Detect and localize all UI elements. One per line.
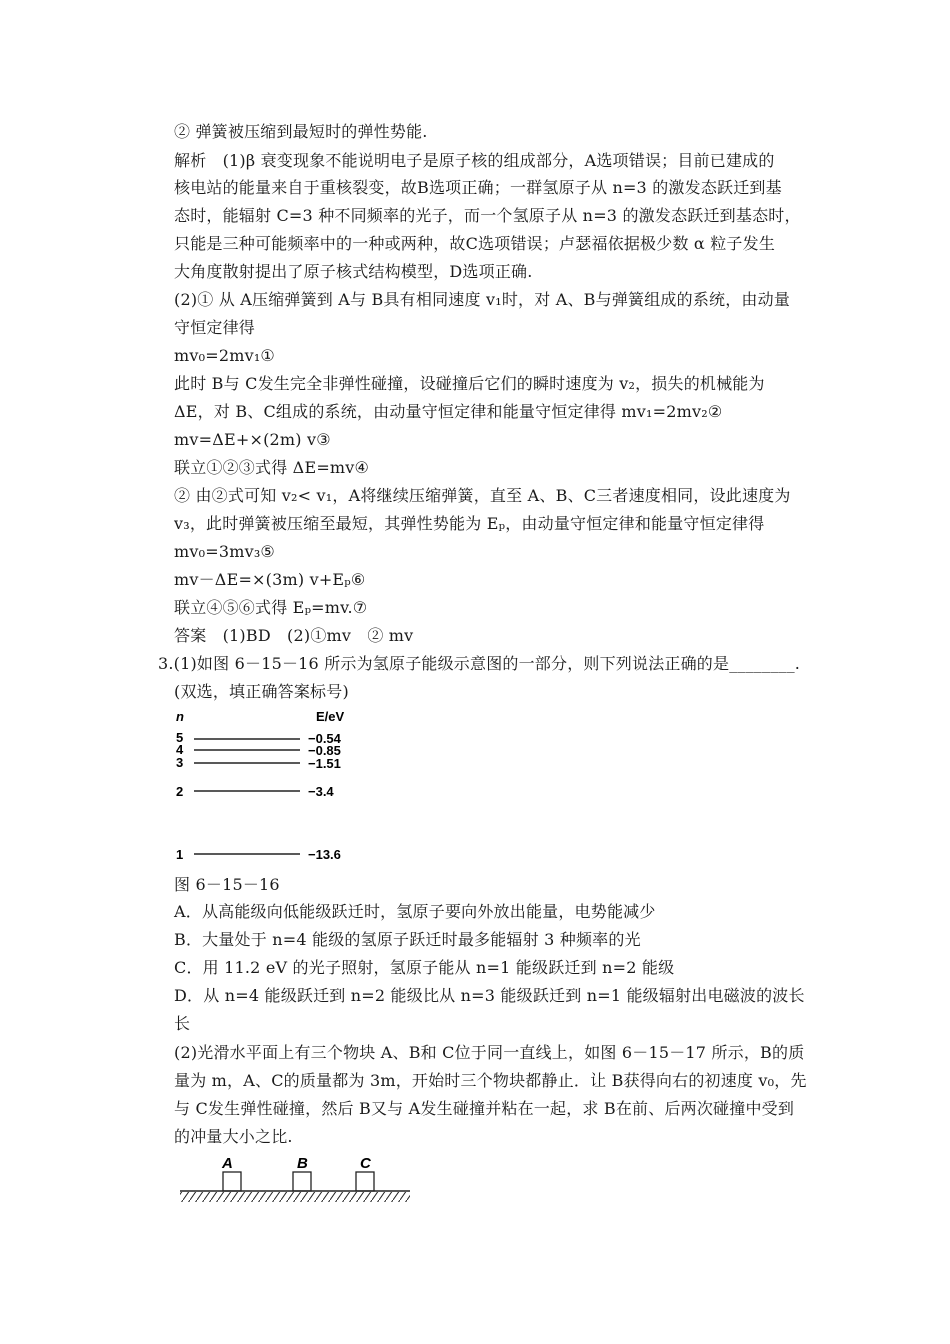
text-line: ΔE，对 B、C组成的系统，由动量守恒定律和能量守恒定律得 mv₁=2mv₂② xyxy=(174,402,723,421)
level-3-label: 3 xyxy=(176,755,184,770)
block-a xyxy=(223,1172,241,1191)
equation-line: mv－ΔE=×(3m) v+Eₚ⑥ xyxy=(174,570,366,589)
block-c-label: C xyxy=(360,1155,371,1172)
level-4-energy: −0.85 xyxy=(308,743,341,758)
ground-hatching xyxy=(180,1192,410,1202)
option-c: C．用 11.2 eV 的光子照射，氢原子能从 n=1 能级跃迁到 n=2 能级 xyxy=(174,958,675,977)
level-5-label: 5 xyxy=(176,730,184,745)
blocks-figure xyxy=(176,1150,416,1212)
level-2-energy: −3.4 xyxy=(308,784,334,799)
question-3-part2-line: 与 C发生弹性碰撞，然后 B又与 A发生碰撞并粘在一起，求 B在前、后两次碰撞中受到 xyxy=(174,1099,795,1118)
equation-line: mv₀=3mv₃⑤ xyxy=(174,542,275,561)
block-c xyxy=(356,1172,374,1191)
equation-line: mv=ΔE+×(2m) v③ xyxy=(174,430,331,449)
level-1-energy: −13.6 xyxy=(308,847,341,862)
option-a: A．从高能级向低能级跃迁时，氢原子要向外放出能量，电势能减少 xyxy=(174,902,656,921)
text-line: 态时，能辐射 C=3 种不同频率的光子，而一个氢原子从 n=3 的激发态跃迁到基态时， xyxy=(174,206,801,225)
option-d: D．从 n=4 能级跃迁到 n=2 能级比从 n=3 能级跃迁到 n=1 能级辐射出电磁波的波长 xyxy=(174,986,805,1005)
question-3-part2-line: (2)光滑水平面上有三个物块 A、B和 C位于同一直线上，如图 6－15－17 所示，B的质 xyxy=(174,1043,805,1062)
text-line: 解析 (1)β 衰变现象不能说明电子是原子核的组成部分，A选项错误；目前已建成的 xyxy=(174,151,775,170)
text-line: 守恒定律得 xyxy=(174,318,256,337)
text-line: 大角度散射提出了原子核式结构模型，D选项正确. xyxy=(174,262,533,281)
question-3-note: (双选，填正确答案标号) xyxy=(174,682,349,701)
level-1-label: 1 xyxy=(176,847,184,862)
text-line: ② 由②式可知 v₂< v₁，A将继续压缩弹簧，直至 A、B、C三者速度相同，设此速度为 xyxy=(174,486,791,505)
text-line: 联立④⑤⑥式得 Eₚ=mv.⑦ xyxy=(174,598,368,617)
text-line: 联立①②③式得 ΔE=mv④ xyxy=(174,458,370,477)
block-a-label: A xyxy=(222,1155,233,1172)
text-line: v₃，此时弹簧被压缩至最短，其弹性势能为 Eₚ，由动量守恒定律和能量守恒定律得 xyxy=(174,514,765,533)
question-3-part2-line: 的冲量大小之比. xyxy=(174,1127,293,1146)
level-5-energy: −0.54 xyxy=(308,731,341,746)
energy-axis-header: E/eV xyxy=(316,709,345,724)
question-3-part2-line: 量为 m，A、C的质量都为 3m，开始时三个物块都静止．让 B获得向右的初速度 v₀，先 xyxy=(174,1071,807,1090)
equation-line: mv₀=2mv₁① xyxy=(174,346,275,365)
level-2-label: 2 xyxy=(176,784,184,799)
option-b: B．大量处于 n=4 能级的氢原子跃迁时最多能辐射 3 种频率的光 xyxy=(174,930,641,949)
energy-level-diagram xyxy=(170,706,370,866)
figure-caption: 图 6－15－16 xyxy=(174,875,280,894)
question-3-stem: 3.(1)如图 6－15－16 所示为氢原子能级示意图的一部分，则下列说法正确的是________. xyxy=(158,654,801,673)
text-line: 此时 B与 C发生完全非弹性碰撞，设碰撞后它们的瞬时速度为 v₂，损失的机械能为 xyxy=(174,374,765,393)
text-line: 只能是三种可能频率中的一种或两种，故C选项错误；卢瑟福依据极少数 α 粒子发生 xyxy=(174,234,776,253)
level-4-label: 4 xyxy=(176,742,184,757)
n-axis-header: n xyxy=(176,709,184,724)
block-b xyxy=(293,1172,311,1191)
option-d-continued: 长 xyxy=(174,1014,191,1033)
text-line: 核电站的能量来自于重核裂变，故B选项正确；一群氢原子从 n=3 的激发态跃迁到基 xyxy=(174,178,782,197)
level-3-energy: −1.51 xyxy=(308,756,341,771)
block-b-label: B xyxy=(297,1155,308,1172)
text-line: (2)① 从 A压缩弹簧到 A与 B具有相同速度 v₁时，对 A、B与弹簧组成的系统，由动量 xyxy=(174,290,791,309)
answer-line: 答案 (1)BD (2)①mv ② mv xyxy=(174,626,414,645)
text-line: ② 弹簧被压缩到最短时的弹性势能. xyxy=(174,122,428,141)
